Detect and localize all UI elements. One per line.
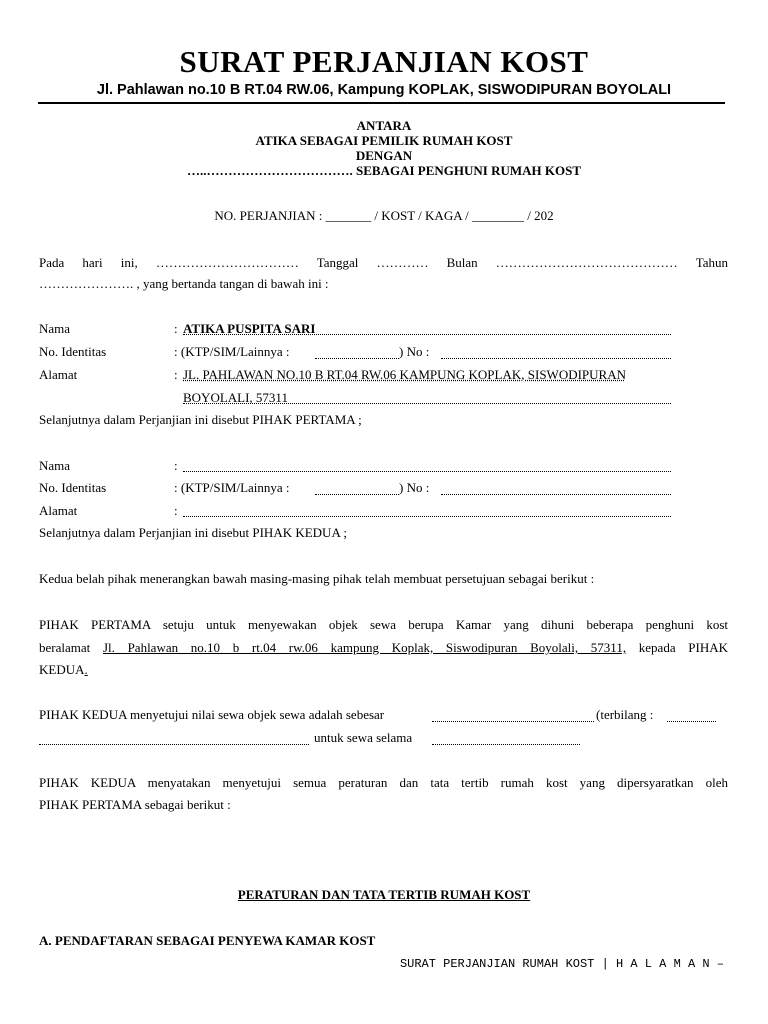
rent-amount-field[interactable]	[432, 708, 594, 722]
para1-line-3	[39, 659, 88, 681]
agreement-number: NO. PERJANJIAN : _______ / KOST / KAGA / ________ / 202	[214, 208, 554, 223]
intro-tenant: …..……………………………. SEBAGAI PENGHUNI RUMAH KOST	[187, 163, 581, 178]
party1-name-colon: :	[174, 321, 178, 336]
para1-line-2-prefix: beralamat	[39, 640, 91, 655]
party1-id-type-field[interactable]	[315, 345, 399, 359]
party2-id-prefix: : (KTP/SIM/Lainnya :	[174, 480, 290, 495]
party2-name-field[interactable]	[183, 458, 671, 472]
intro-antara: ANTARA	[356, 118, 412, 133]
para1-period: .	[84, 662, 88, 677]
rules-title: PERATURAN DAN TATA TERTIB RUMAH KOST	[237, 887, 531, 902]
rent-duration-label: untuk sewa selama	[314, 730, 413, 745]
para1-address-link: Jl. Pahlawan no.10 b rt.04 rw.06 kampung Koplak, Siswodipuran Boyolali, 57311,	[102, 640, 627, 655]
party1-id-prefix: : (KTP/SIM/Lainnya :	[174, 344, 290, 359]
party2-name-label: Nama	[39, 458, 71, 473]
party2-address-field[interactable]	[183, 503, 671, 517]
party2-name-colon: :	[174, 458, 178, 473]
party1-address-field[interactable]	[183, 390, 671, 404]
party2-designation: Selanjutnya dalam Perjanjian ini disebut PIHAK KEDUA ;	[39, 525, 347, 540]
rent-duration-field[interactable]	[432, 731, 580, 745]
party2-id-type-field[interactable]	[315, 481, 399, 495]
party1-address-line-1: JL. PAHLAWAN NO.10 B RT.04 RW.06 KAMPUNG KOPLAK, SISWODIPURAN	[183, 367, 626, 382]
para3-line-1: PIHAK KEDUA menyatakan menyetujui semua peraturan dan tata tertib rumah kost yang dipersyaratkan oleh	[39, 775, 728, 790]
para1-line-3-text: KEDUA	[39, 662, 85, 677]
party2-address-label: Alamat	[39, 503, 78, 518]
party1-name-value: ATIKA PUSPITA SARI	[183, 321, 316, 336]
party1-address-label: Alamat	[39, 367, 78, 382]
party1-address-line-2: BOYOLALI, 57311	[183, 390, 288, 405]
agreement-statement: Kedua belah pihak menerangkan bawah masing-masing pihak telah membuat persetujuan sebagai berikut :	[39, 571, 595, 586]
party2-id-number-field[interactable]	[441, 481, 671, 495]
para2-line-1-prefix: PIHAK KEDUA menyetujui nilai sewa objek sewa adalah sebesar	[39, 707, 385, 722]
terbilang-field-cont[interactable]	[39, 731, 309, 745]
party1-id-no-label: ) No :	[399, 344, 430, 359]
header-divider	[38, 102, 725, 104]
para1-line-1: PIHAK PERTAMA setuju untuk menyewakan objek sewa berupa Kamar yang dihuni beberapa penghuni kost	[39, 617, 728, 632]
terbilang-label: (terbilang :	[596, 707, 654, 722]
party1-name-field[interactable]	[183, 321, 671, 335]
intro-owner: ATIKA SEBAGAI PEMILIK RUMAH KOST	[255, 133, 513, 148]
party1-id-number-field[interactable]	[441, 345, 671, 359]
terbilang-field-start[interactable]	[667, 708, 716, 722]
opening-line-1: Pada hari ini, …………………………… Tanggal ………… Bulan …………………………………… Tahun	[39, 255, 728, 270]
page-footer: SURAT PERJANJIAN RUMAH KOST | H A L A M A N –	[399, 957, 724, 971]
party2-address-colon: :	[174, 503, 178, 518]
party1-name-label: Nama	[39, 321, 71, 336]
party2-id-no-label: ) No :	[399, 480, 430, 495]
document-address: Jl. Pahlawan no.10 B RT.04 RW.06, Kampung KOPLAK, SISWODIPURAN BOYOLALI	[96, 82, 672, 98]
section-a-heading: A. PENDAFTARAN SEBAGAI PENYEWA KAMAR KOST	[39, 933, 376, 948]
party1-id-label: No. Identitas	[39, 344, 107, 359]
para1-line-2-suffix: kepada PIHAK	[638, 640, 729, 655]
party1-address-colon: :	[174, 367, 178, 382]
document-title: SURAT PERJANJIAN KOST	[179, 44, 589, 79]
intro-dengan: DENGAN	[355, 148, 413, 163]
opening-line-2: …………………. , yang bertanda tangan di bawah ini :	[39, 276, 329, 291]
party2-id-label: No. Identitas	[39, 480, 107, 495]
party1-designation: Selanjutnya dalam Perjanjian ini disebut PIHAK PERTAMA ;	[39, 412, 362, 427]
para1-line-2	[39, 636, 728, 659]
para3-line-2: PIHAK PERTAMA sebagai berikut :	[39, 797, 231, 812]
